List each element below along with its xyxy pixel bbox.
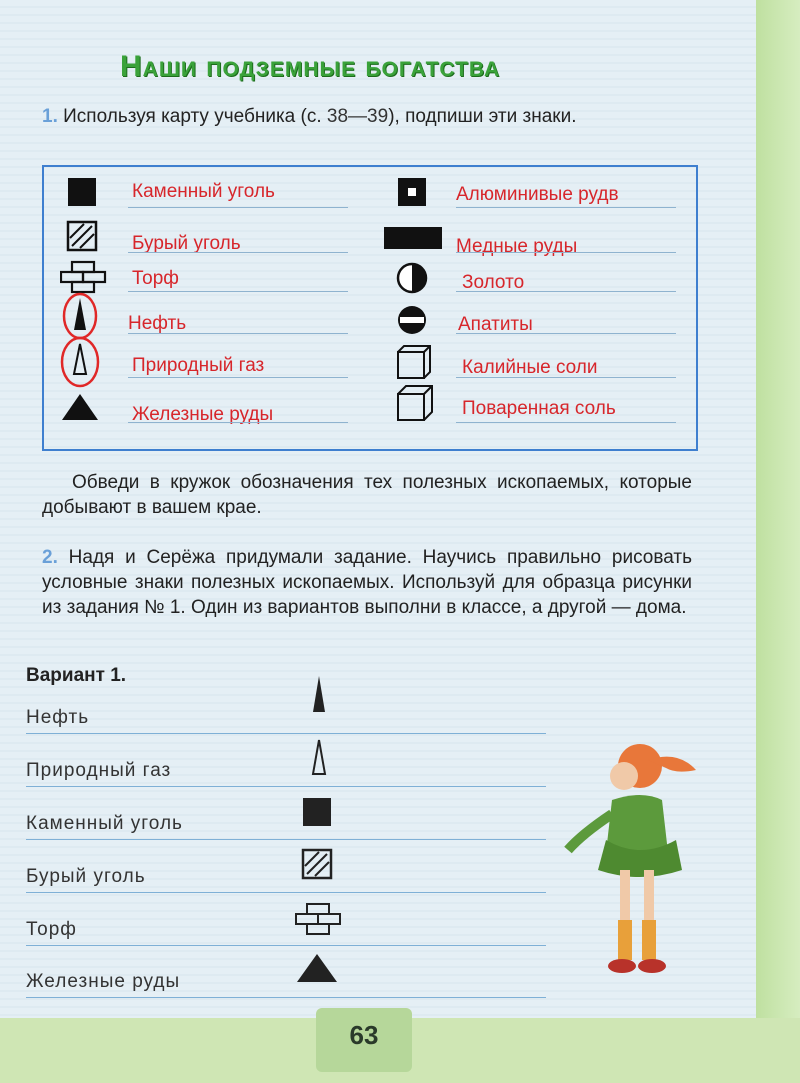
answer-line: [128, 207, 348, 208]
answer-line: [128, 377, 348, 378]
answer-line: [456, 422, 676, 423]
copper-symbol-icon: [384, 227, 442, 249]
left-answer: Торф: [132, 268, 179, 289]
writing-line: [26, 997, 546, 998]
task2-text: [42, 545, 692, 620]
variant-item: Каменный уголь: [26, 813, 183, 834]
variant-symbols: [285, 672, 355, 992]
answer-line: [128, 422, 348, 423]
right-answer: Апатиты: [458, 314, 533, 335]
page-number: 63: [349, 1020, 379, 1050]
variant-item: Нефть: [26, 707, 90, 728]
answer-line: [128, 333, 348, 334]
oil-symbol-icon: [74, 298, 86, 330]
coal-symbol-icon: [68, 178, 96, 206]
brown-coal-symbol-icon: [303, 850, 331, 878]
left-answer: Нефть: [128, 313, 187, 334]
task2-body: Надя и Серёжа придумали задание. Научись правильно рисовать условные знаки полезных ископаемых. Используй для образца рисунки из задания № 1. Один из вариантов выполни в классе, а другой — дома.: [42, 547, 692, 618]
right-answer: Алюминивые рудв: [456, 184, 619, 205]
left-symbols: [60, 172, 120, 432]
gas-symbol-icon: [313, 740, 325, 774]
answer-line: [128, 291, 348, 292]
left-answer: Каменный уголь: [132, 181, 275, 202]
variant-item: Природный газ: [26, 760, 172, 781]
task1-text: [42, 104, 692, 129]
gas-symbol-icon: [74, 344, 86, 374]
task1-instruction: Обведи в кружок обозначения тех полезных ископаемых, которые добывают в вашем крае.: [42, 472, 692, 518]
task2-number: 2.: [42, 547, 58, 568]
answer-line: [128, 252, 348, 253]
task1-pages: 38—39: [326, 106, 389, 127]
table-salt-symbol-icon: [398, 386, 432, 420]
gold-symbol-icon: [398, 264, 426, 292]
right-answer: Калийные соли: [462, 357, 598, 378]
aluminium-symbol-icon: [398, 178, 426, 206]
answer-line: [456, 207, 676, 208]
left-answer: Бурый уголь: [132, 233, 241, 254]
right-answer: Поваренная соль: [462, 398, 616, 419]
iron-ore-symbol-icon: [297, 954, 337, 982]
answer-line: [456, 377, 676, 378]
brown-coal-symbol-icon: [68, 222, 96, 250]
coal-symbol-icon: [303, 798, 331, 826]
girl-illustration: [560, 730, 710, 990]
oil-symbol-icon: [313, 676, 325, 712]
task1-number: 1.: [42, 106, 58, 127]
right-answer: Медные руды: [456, 236, 578, 257]
page-title: Наши подземные богатства: [120, 50, 501, 83]
right-answer: Золото: [462, 272, 525, 293]
peat-symbol-icon: [296, 904, 340, 934]
answer-line: [456, 291, 676, 292]
right-margin: [756, 0, 800, 1083]
potash-salt-symbol-icon: [398, 346, 430, 378]
variant-item: Бурый уголь: [26, 866, 146, 887]
peat-symbol-icon: [61, 262, 105, 292]
task1-text-a: Используя карту учебника (с.: [63, 106, 322, 127]
left-answer: Железные руды: [132, 404, 274, 425]
answer-line: [456, 252, 676, 253]
variant-title: Вариант 1.: [26, 665, 127, 686]
left-answer: Природный газ: [132, 355, 265, 376]
apatite-symbol-icon: [398, 306, 426, 334]
right-symbols: [380, 172, 450, 432]
variant-item: Торф: [26, 919, 77, 940]
variant-item: Железные руды: [26, 971, 181, 992]
answer-line: [456, 333, 676, 334]
iron-ore-symbol-icon: [62, 394, 98, 420]
task1-text-b: ), подпиши эти знаки.: [388, 106, 577, 127]
